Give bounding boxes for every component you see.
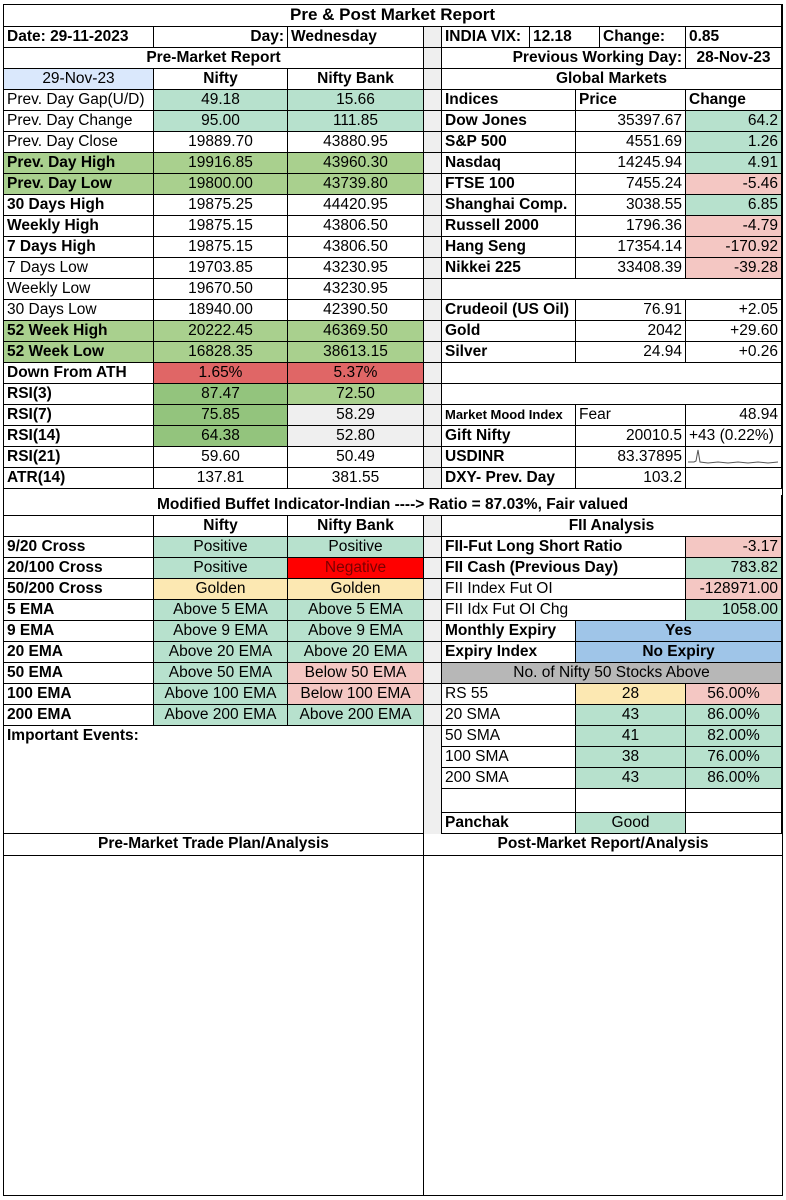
- gap-cell: [424, 174, 442, 195]
- pre-market-row-label: Weekly Low: [4, 279, 154, 300]
- gap-cell: [424, 111, 442, 132]
- pre-market-row: [4, 426, 782, 447]
- pre-market-row-label: 52 Week Low: [4, 342, 154, 363]
- commodity-price: 24.94: [576, 342, 686, 363]
- global-index-name: S&P 500: [442, 132, 576, 153]
- stocks-above-label: 200 SMA: [442, 768, 576, 789]
- pre-market-row: [4, 195, 782, 216]
- nifty-bank-value: 43806.50: [288, 216, 424, 237]
- usdinr-label: USDINR: [442, 447, 576, 468]
- gap-cell: [424, 447, 442, 468]
- stocks-above-count: 43: [576, 705, 686, 726]
- pre-market-row: [4, 447, 782, 468]
- global-index-price: 33408.39: [576, 258, 686, 279]
- stocks-above-label: RS 55: [442, 684, 576, 705]
- pre-market-row-label: 52 Week High: [4, 321, 154, 342]
- gap-cell: [424, 195, 442, 216]
- ema-nifty-value: Golden: [154, 579, 288, 600]
- pre-market-date: 29-Nov-23: [4, 69, 154, 90]
- gap-cell: [424, 621, 442, 642]
- market-report-sheet: [3, 4, 783, 1196]
- col-price: Price: [576, 90, 686, 111]
- gap-cell: [424, 90, 442, 111]
- nifty-value: 1.65%: [154, 363, 288, 384]
- ema-header-row: [4, 516, 782, 537]
- col-nifty-bank: Nifty Bank: [288, 69, 424, 90]
- vix-label: INDIA VIX:: [442, 27, 530, 48]
- global-index-change: -39.28: [686, 258, 782, 279]
- nifty-bank-value: 52.80: [288, 426, 424, 447]
- nifty-value: 75.85: [154, 405, 288, 426]
- nifty-bank-value: 44420.95: [288, 195, 424, 216]
- col-indices: Indices: [442, 90, 576, 111]
- stocks-above-pct: 86.00%: [686, 705, 782, 726]
- ema-row: [4, 684, 782, 705]
- pre-market-plan-box[interactable]: [4, 856, 424, 1195]
- pre-market-row: [4, 363, 782, 384]
- prev-working-label: Previous Working Day:: [442, 48, 686, 69]
- ema-row-label: 50/200 Cross: [4, 579, 154, 600]
- ema-row: [4, 537, 782, 558]
- mmi-label: Market Mood Index: [442, 405, 576, 426]
- gap-cell: [424, 342, 442, 363]
- ema-row: [4, 558, 782, 579]
- global-index-name: Hang Seng: [442, 237, 576, 258]
- gap-cell: [424, 468, 442, 489]
- global-index-price: 17354.14: [576, 237, 686, 258]
- ema-nifty-value: Positive: [154, 558, 288, 579]
- empty-cell: [686, 813, 782, 834]
- pre-market-row: [4, 237, 782, 258]
- commodity-change: +0.26: [686, 342, 782, 363]
- empty-cell: [576, 789, 686, 813]
- nifty-value: 19875.15: [154, 237, 288, 258]
- nifty-value: 87.47: [154, 384, 288, 405]
- fii-row-value: 783.82: [686, 558, 782, 579]
- pre-market-row: [4, 468, 782, 489]
- ema-nifty-bank-value: Above 9 EMA: [288, 621, 424, 642]
- ema-nifty-value: Above 9 EMA: [154, 621, 288, 642]
- ema-row: [4, 579, 782, 600]
- gap-cell: [424, 558, 442, 579]
- fii-row-label: FII Cash (Previous Day): [442, 558, 686, 579]
- pre-market-row: [4, 90, 782, 111]
- panchak-value: Good: [576, 813, 686, 834]
- fii-row-label: FII Index Fut OI: [442, 579, 686, 600]
- gap-cell: [424, 516, 442, 537]
- global-index-name: Dow Jones: [442, 111, 576, 132]
- stocks-above-row: [4, 747, 782, 768]
- commodity-name: Silver: [442, 342, 576, 363]
- stocks-above-row: [4, 768, 782, 789]
- pre-market-row: [4, 384, 782, 405]
- col-change: Change: [686, 90, 782, 111]
- vix-change-label: Change:: [600, 27, 686, 48]
- empty-cell: [686, 468, 782, 489]
- ema-nifty-value: Above 100 EMA: [154, 684, 288, 705]
- nifty-value: 95.00: [154, 111, 288, 132]
- nifty-bank-value: 43880.95: [288, 132, 424, 153]
- ema-row-label: 20/100 Cross: [4, 558, 154, 579]
- gap-cell: [424, 153, 442, 174]
- ema-nifty-bank-value: Negative: [288, 558, 424, 579]
- ema-nifty-value: Above 50 EMA: [154, 663, 288, 684]
- stocks-above-row: [4, 789, 782, 813]
- global-index-price: 1796.36: [576, 216, 686, 237]
- report-title: Pre & Post Market Report: [4, 5, 782, 27]
- ema-row-label: 9 EMA: [4, 621, 154, 642]
- nifty-bank-value: 15.66: [288, 90, 424, 111]
- ema-row-label: 200 EMA: [4, 705, 154, 726]
- pre-market-row: [4, 132, 782, 153]
- stocks-above-row: [4, 726, 782, 747]
- header-row: [4, 27, 782, 48]
- pre-market-row: [4, 216, 782, 237]
- pre-market-row-label: 30 Days Low: [4, 300, 154, 321]
- gap-cell: [424, 426, 442, 447]
- bottom-title-row: [4, 834, 782, 856]
- ema-row: [4, 705, 782, 726]
- nifty-value: 20222.45: [154, 321, 288, 342]
- vix-change-value: 0.85: [686, 27, 782, 48]
- gap-cell: [424, 279, 442, 300]
- gift-nifty-change: +43 (0.22%): [686, 426, 782, 447]
- mmi-text: Fear: [576, 405, 686, 426]
- pre-market-row-label: Prev. Day High: [4, 153, 154, 174]
- ema-nifty-value: Above 20 EMA: [154, 642, 288, 663]
- nifty-value: 19670.50: [154, 279, 288, 300]
- global-index-change: 4.91: [686, 153, 782, 174]
- gap-cell: [424, 321, 442, 342]
- nifty-value: 19916.85: [154, 153, 288, 174]
- global-index-name: FTSE 100: [442, 174, 576, 195]
- pre-market-row-label: RSI(21): [4, 447, 154, 468]
- gap-cell: [424, 363, 442, 384]
- col-nifty-bank: Nifty Bank: [288, 516, 424, 537]
- pre-market-row-label: 7 Days High: [4, 237, 154, 258]
- col-nifty: Nifty: [154, 516, 288, 537]
- ema-row: [4, 600, 782, 621]
- pre-market-row-label: Weekly High: [4, 216, 154, 237]
- vix-value: 12.18: [530, 27, 600, 48]
- global-index-change: -170.92: [686, 237, 782, 258]
- pre-market-row-label: 30 Days High: [4, 195, 154, 216]
- empty-cell: [4, 516, 154, 537]
- fii-row-value: -3.17: [686, 537, 782, 558]
- stocks-above-pct: 76.00%: [686, 747, 782, 768]
- stocks-above-count: 41: [576, 726, 686, 747]
- global-index-name: Nasdaq: [442, 153, 576, 174]
- nifty-bank-value: 381.55: [288, 468, 424, 489]
- nifty-value: 19889.70: [154, 132, 288, 153]
- prev-working-value: 28-Nov-23: [686, 48, 782, 69]
- columns-row: [4, 69, 782, 90]
- gift-nifty-label: Gift Nifty: [442, 426, 576, 447]
- gap-cell: [424, 405, 442, 426]
- dxy-label: DXY- Prev. Day: [442, 468, 576, 489]
- gap-cell: [424, 642, 442, 663]
- nifty-value: 137.81: [154, 468, 288, 489]
- commodity-name: Crudeoil (US Oil): [442, 300, 576, 321]
- nifty-bank-value: 72.50: [288, 384, 424, 405]
- nifty-value: 19875.15: [154, 216, 288, 237]
- fii-row-value: -128971.00: [686, 579, 782, 600]
- commodity-price: 76.91: [576, 300, 686, 321]
- fii-row-label: FII Idx Fut OI Chg: [442, 600, 686, 621]
- stocks-above-row: [4, 813, 782, 834]
- stocks-above-label: 50 SMA: [442, 726, 576, 747]
- pre-market-plan-title: Pre-Market Trade Plan/Analysis: [4, 834, 424, 856]
- nifty-value: 19875.25: [154, 195, 288, 216]
- date-label: Date: 29-11-2023: [4, 27, 154, 48]
- monthly-expiry-label: Monthly Expiry: [442, 621, 576, 642]
- post-market-report-box[interactable]: [424, 856, 782, 1195]
- gap-cell: [424, 216, 442, 237]
- commodity-price: 2042: [576, 321, 686, 342]
- empty-cell: [442, 363, 782, 384]
- pre-market-row: [4, 300, 782, 321]
- ema-row-label: 50 EMA: [4, 663, 154, 684]
- pre-market-row: [4, 405, 782, 426]
- pre-market-row-label: Prev. Day Gap(U/D): [4, 90, 154, 111]
- ema-row: [4, 663, 782, 684]
- nifty-value: 18940.00: [154, 300, 288, 321]
- nifty-bank-value: 38613.15: [288, 342, 424, 363]
- nifty-bank-value: 43739.80: [288, 174, 424, 195]
- pre-market-row-label: RSI(14): [4, 426, 154, 447]
- stocks-above-count: 43: [576, 768, 686, 789]
- nifty-bank-value: 50.49: [288, 447, 424, 468]
- gap-cell: [424, 600, 442, 621]
- global-index-name: Shanghai Comp.: [442, 195, 576, 216]
- fii-row-label: FII-Fut Long Short Ratio: [442, 537, 686, 558]
- ema-row-label: 9/20 Cross: [4, 537, 154, 558]
- pre-market-row-label: Prev. Day Change: [4, 111, 154, 132]
- global-index-price: 7455.24: [576, 174, 686, 195]
- mmi-value: 48.94: [686, 405, 782, 426]
- nifty-bank-value: 43806.50: [288, 237, 424, 258]
- dxy-value: 103.2: [576, 468, 686, 489]
- nifty-value: 19703.85: [154, 258, 288, 279]
- gap-cell: [424, 537, 442, 558]
- fii-row-value: 1058.00: [686, 600, 782, 621]
- col-nifty: Nifty: [154, 69, 288, 90]
- pre-market-row-label: ATR(14): [4, 468, 154, 489]
- stocks-above-count: 38: [576, 747, 686, 768]
- subheader-row: [4, 48, 782, 69]
- ema-nifty-bank-value: Above 200 EMA: [288, 705, 424, 726]
- gap-cell: [424, 69, 442, 90]
- nifty-bank-value: 43230.95: [288, 279, 424, 300]
- stocks-above-pct: 56.00%: [686, 684, 782, 705]
- ema-row: [4, 621, 782, 642]
- title-row: [4, 5, 782, 27]
- gift-nifty-price: 20010.5: [576, 426, 686, 447]
- global-index-price: 3038.55: [576, 195, 686, 216]
- stocks-above-count: 28: [576, 684, 686, 705]
- buffet-row: [4, 495, 782, 516]
- global-index-change: -5.46: [686, 174, 782, 195]
- empty-cell: [442, 789, 576, 813]
- ema-nifty-bank-value: Positive: [288, 537, 424, 558]
- pre-market-row-label: RSI(7): [4, 405, 154, 426]
- nifty-bank-value: 5.37%: [288, 363, 424, 384]
- gap-cell: [424, 132, 442, 153]
- global-markets-title: Global Markets: [442, 69, 782, 90]
- pre-market-row-label: Prev. Day Low: [4, 174, 154, 195]
- nifty-value: 64.38: [154, 426, 288, 447]
- day-value: Wednesday: [288, 27, 424, 48]
- ema-row: [4, 642, 782, 663]
- gap-cell: [424, 684, 442, 705]
- pre-market-row: [4, 258, 782, 279]
- usdinr-value: 83.37895: [576, 447, 686, 468]
- nifty-value: 19800.00: [154, 174, 288, 195]
- pre-market-row: [4, 342, 782, 363]
- gap-cell: [424, 384, 442, 405]
- stocks-above-label: 100 SMA: [442, 747, 576, 768]
- global-index-price: 4551.69: [576, 132, 686, 153]
- global-index-name: Russell 2000: [442, 216, 576, 237]
- global-index-change: 6.85: [686, 195, 782, 216]
- empty-cell: [442, 279, 782, 300]
- ema-nifty-bank-value: Golden: [288, 579, 424, 600]
- gap-cell: [424, 579, 442, 600]
- pre-market-row-label: Down From ATH: [4, 363, 154, 384]
- monthly-expiry-value: Yes: [576, 621, 782, 642]
- global-index-price: 14245.94: [576, 153, 686, 174]
- gap-cell: [424, 300, 442, 321]
- ema-nifty-bank-value: Below 50 EMA: [288, 663, 424, 684]
- stocks-above-pct: 86.00%: [686, 768, 782, 789]
- nifty-bank-value: 111.85: [288, 111, 424, 132]
- nifty-bank-value: 43230.95: [288, 258, 424, 279]
- global-index-price: 35397.67: [576, 111, 686, 132]
- gap-cell: [424, 27, 442, 48]
- global-index-name: Nikkei 225: [442, 258, 576, 279]
- gap-cell: [424, 48, 442, 69]
- nifty-bank-value: 46369.50: [288, 321, 424, 342]
- nifty-bank-value: 42390.50: [288, 300, 424, 321]
- nifty-value: 16828.35: [154, 342, 288, 363]
- ema-nifty-value: Above 5 EMA: [154, 600, 288, 621]
- empty-cell: [442, 384, 782, 405]
- day-label: Day:: [154, 27, 288, 48]
- nifty-bank-value: 43960.30: [288, 153, 424, 174]
- gap-cell: [424, 237, 442, 258]
- nifty-value: 59.60: [154, 447, 288, 468]
- pre-market-row-label: RSI(3): [4, 384, 154, 405]
- ema-row-label: 5 EMA: [4, 600, 154, 621]
- nifty-value: 49.18: [154, 90, 288, 111]
- expiry-index-value: No Expiry: [576, 642, 782, 663]
- global-index-change: 1.26: [686, 132, 782, 153]
- pre-market-row: [4, 111, 782, 132]
- commodity-change: +29.60: [686, 321, 782, 342]
- pre-market-row-label: Prev. Day Close: [4, 132, 154, 153]
- nifty-bank-value: 58.29: [288, 405, 424, 426]
- buffet-indicator: Modified Buffet Indicator-Indian ----> Ratio = 87.03%, Fair valued: [4, 495, 782, 516]
- fii-title: FII Analysis: [442, 516, 782, 537]
- stocks-above-label: 20 SMA: [442, 705, 576, 726]
- pre-market-row: [4, 153, 782, 174]
- ema-nifty-bank-value: Above 20 EMA: [288, 642, 424, 663]
- ema-row-label: 20 EMA: [4, 642, 154, 663]
- panchak-label: Panchak: [442, 813, 576, 834]
- commodity-change: +2.05: [686, 300, 782, 321]
- ema-nifty-value: Above 200 EMA: [154, 705, 288, 726]
- expiry-index-label: Expiry Index: [442, 642, 576, 663]
- gap-cell: [424, 258, 442, 279]
- pre-market-title: Pre-Market Report: [4, 48, 424, 69]
- gap-cell: [424, 663, 442, 684]
- empty-cell: [686, 789, 782, 813]
- ema-nifty-bank-value: Below 100 EMA: [288, 684, 424, 705]
- global-index-change: 64.2: [686, 111, 782, 132]
- pre-market-row-label: 7 Days Low: [4, 258, 154, 279]
- stocks-above-title: No. of Nifty 50 Stocks Above: [442, 663, 782, 684]
- pre-market-row: [4, 174, 782, 195]
- post-market-report-title: Post-Market Report/Analysis: [424, 834, 782, 856]
- ema-nifty-bank-value: Above 5 EMA: [288, 600, 424, 621]
- global-index-change: -4.79: [686, 216, 782, 237]
- ema-row-label: 100 EMA: [4, 684, 154, 705]
- bottom-notes-row: [4, 856, 782, 1195]
- ema-nifty-value: Positive: [154, 537, 288, 558]
- commodity-name: Gold: [442, 321, 576, 342]
- stocks-above-pct: 82.00%: [686, 726, 782, 747]
- gap-cell: [424, 705, 442, 726]
- important-events-label: Important Events:: [4, 726, 424, 834]
- pre-market-row: [4, 321, 782, 342]
- pre-market-row: [4, 279, 782, 300]
- usdinr-sparkline-icon: [686, 447, 782, 468]
